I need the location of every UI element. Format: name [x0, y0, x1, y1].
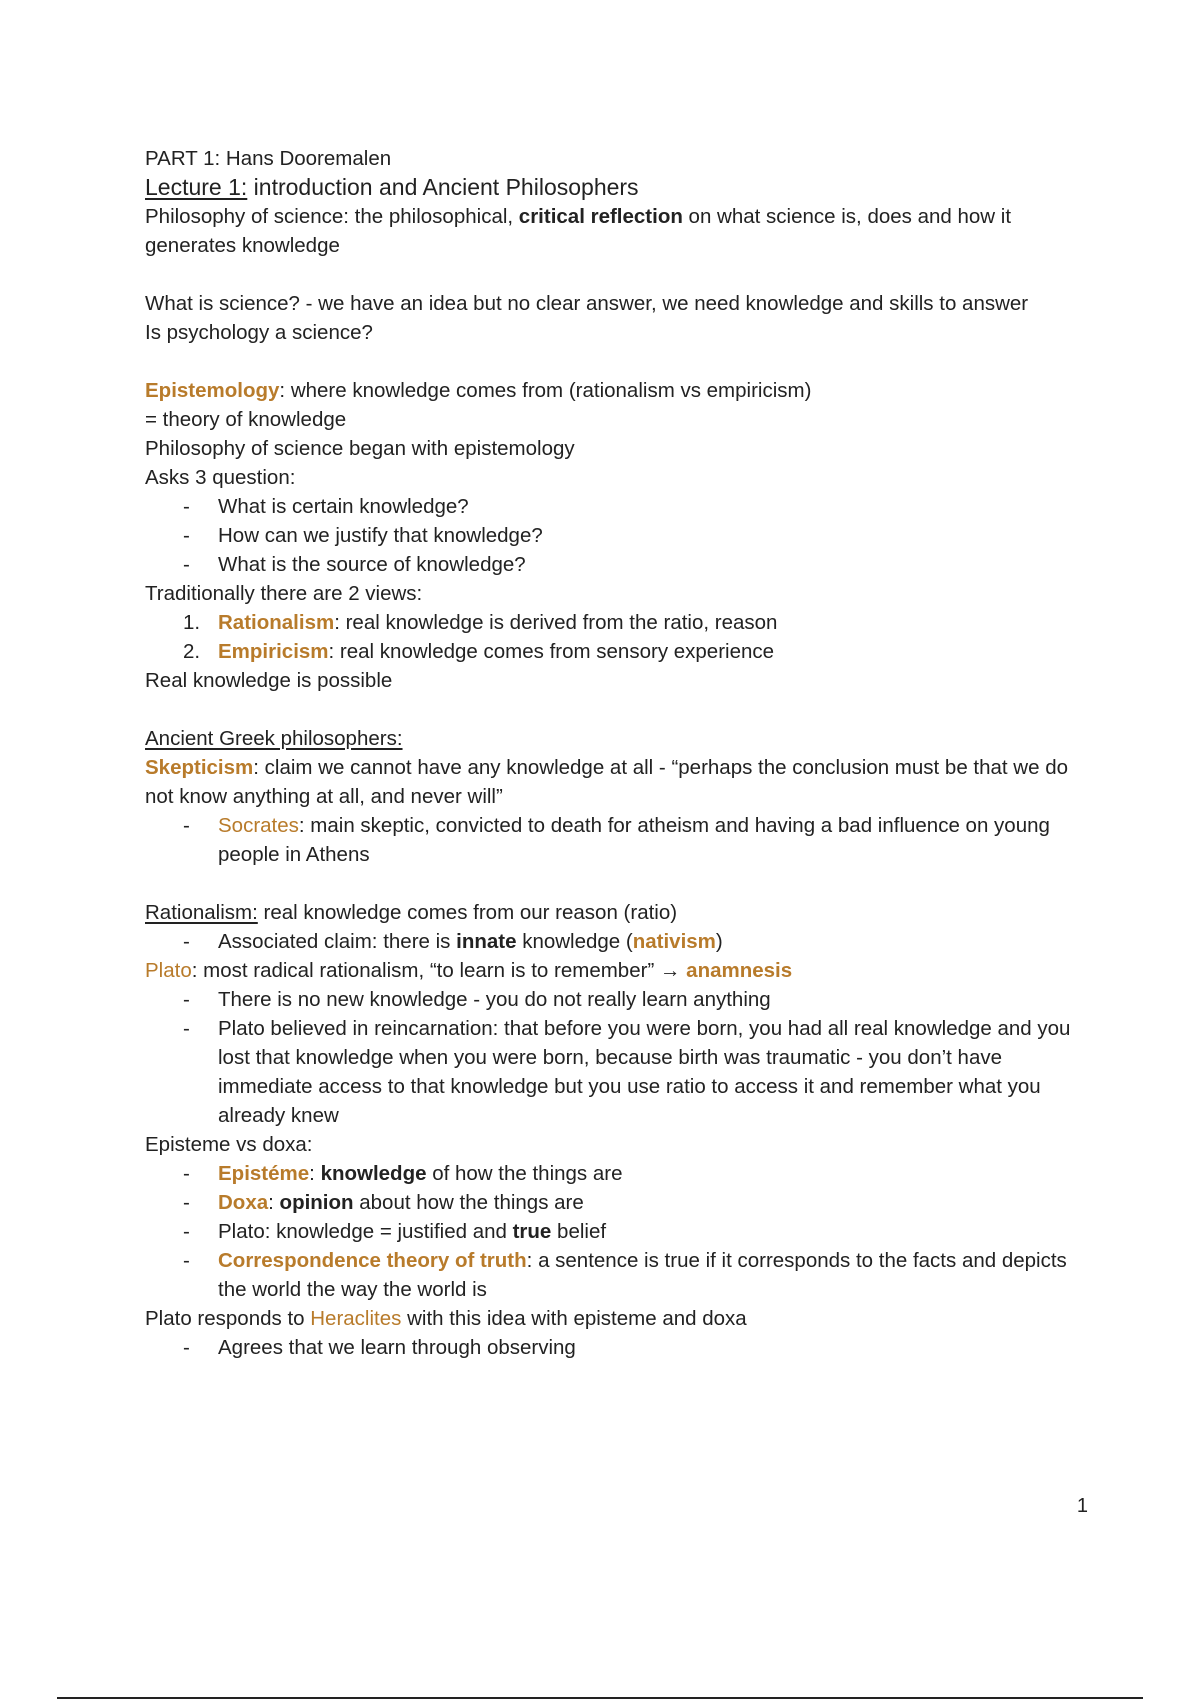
- list-item: 1. Rationalism: real knowledge is derived from the ratio, reason: [183, 611, 778, 634]
- epistemology-line2: = theory of knowledge: [145, 408, 347, 431]
- question-psychology: Is psychology a science?: [145, 321, 373, 344]
- list-item: - Epistéme: knowledge of how the things are: [183, 1162, 623, 1185]
- correspondence-term: Correspondence theory of truth: [218, 1249, 527, 1272]
- doxa-term: Doxa: [218, 1191, 269, 1214]
- epistemology-line3: Philosophy of science began with epistemology: [145, 437, 575, 460]
- greek-heading: Ancient Greek philosophers:: [145, 727, 403, 750]
- plato-term: Plato: [145, 959, 192, 982]
- list-item: - Plato believed in reincarnation: that before you were born, you had all real knowledge and you lost that knowledge when you were born, because birth was traumatic - you don’t have immediate access to that knowledge but you use ratio to access it and remember what you already knew: [183, 1017, 1071, 1127]
- list-item: 2. Empiricism: real knowledge comes from sensory experience: [183, 640, 775, 663]
- list-item: - There is no new knowledge - you do not really learn anything: [183, 988, 771, 1011]
- lecture-heading: [145, 173, 1085, 202]
- list-item: - What is certain knowledge?: [183, 495, 469, 518]
- philosophy-definition: Philosophy of science: the philosophical, critical reflection on what science is, does and how it generates knowledge: [145, 205, 1012, 257]
- list-item: - Agrees that we learn through observing: [183, 1336, 576, 1359]
- part-heading: PART 1: Hans Dooremalen: [145, 147, 392, 170]
- heraclites-term: Heraclites: [310, 1307, 402, 1330]
- lecture-title: introduction and Ancient Philosophers: [247, 174, 639, 200]
- list-item: - Plato: knowledge = justified and true belief: [183, 1220, 607, 1243]
- skepticism-term: Skepticism: [145, 756, 254, 779]
- empiricism-term: Empiricism: [218, 640, 329, 663]
- page-number: 1: [1076, 1495, 1088, 1517]
- epistemology-definition: Epistemology: where knowledge comes from (rationalism vs empiricism): [145, 379, 812, 402]
- page-divider: [57, 1697, 1143, 1699]
- epistemology-term: Epistemology: [145, 379, 280, 402]
- socrates-term: Socrates: [218, 814, 299, 837]
- list-item: - Socrates: main skeptic, convicted to death for atheism and having a bad influence on young people in Athens: [183, 814, 1050, 866]
- rationalism-heading: Rationalism: real knowledge comes from our reason (ratio): [145, 901, 678, 924]
- anamnesis-term: anamnesis: [686, 959, 793, 982]
- plato-line: Plato: most radical rationalism, “to learn is to remember” → anamnesis: [145, 959, 793, 982]
- episteme-term: Epistéme: [218, 1162, 310, 1185]
- list-item: - What is the source of knowledge?: [183, 553, 526, 576]
- nativism-term: nativism: [632, 930, 716, 953]
- critical-reflection-term: critical reflection: [518, 205, 683, 228]
- views-intro: Traditionally there are 2 views:: [145, 582, 423, 605]
- document-page: [145, 144, 1085, 1362]
- heraclites-line: Plato responds to Heraclites with this idea with episteme and doxa: [145, 1307, 747, 1330]
- skepticism-definition: Skepticism: claim we cannot have any knowledge at all - “perhaps the conclusion must be that we do not know anything at all, and never will”: [145, 756, 1069, 808]
- lecture-label: Lecture 1:: [145, 174, 248, 200]
- list-item: - Correspondence theory of truth: a sentence is true if it corresponds to the facts and depicts the world the way the world is: [183, 1249, 1067, 1301]
- epistemology-line4: Asks 3 question:: [145, 466, 296, 489]
- list-item: - Associated claim: there is innate knowledge (nativism): [183, 930, 723, 953]
- list-item: - How can we justify that knowledge?: [183, 524, 543, 547]
- question-science: What is science? - we have an idea but no clear answer, we need knowledge and skills to answer: [145, 292, 1029, 315]
- rationalism-term: Rationalism: [218, 611, 335, 634]
- list-item: - Doxa: opinion about how the things are: [183, 1191, 584, 1214]
- real-knowledge-possible: Real knowledge is possible: [145, 669, 393, 692]
- episteme-vs-doxa: Episteme vs doxa:: [145, 1133, 313, 1156]
